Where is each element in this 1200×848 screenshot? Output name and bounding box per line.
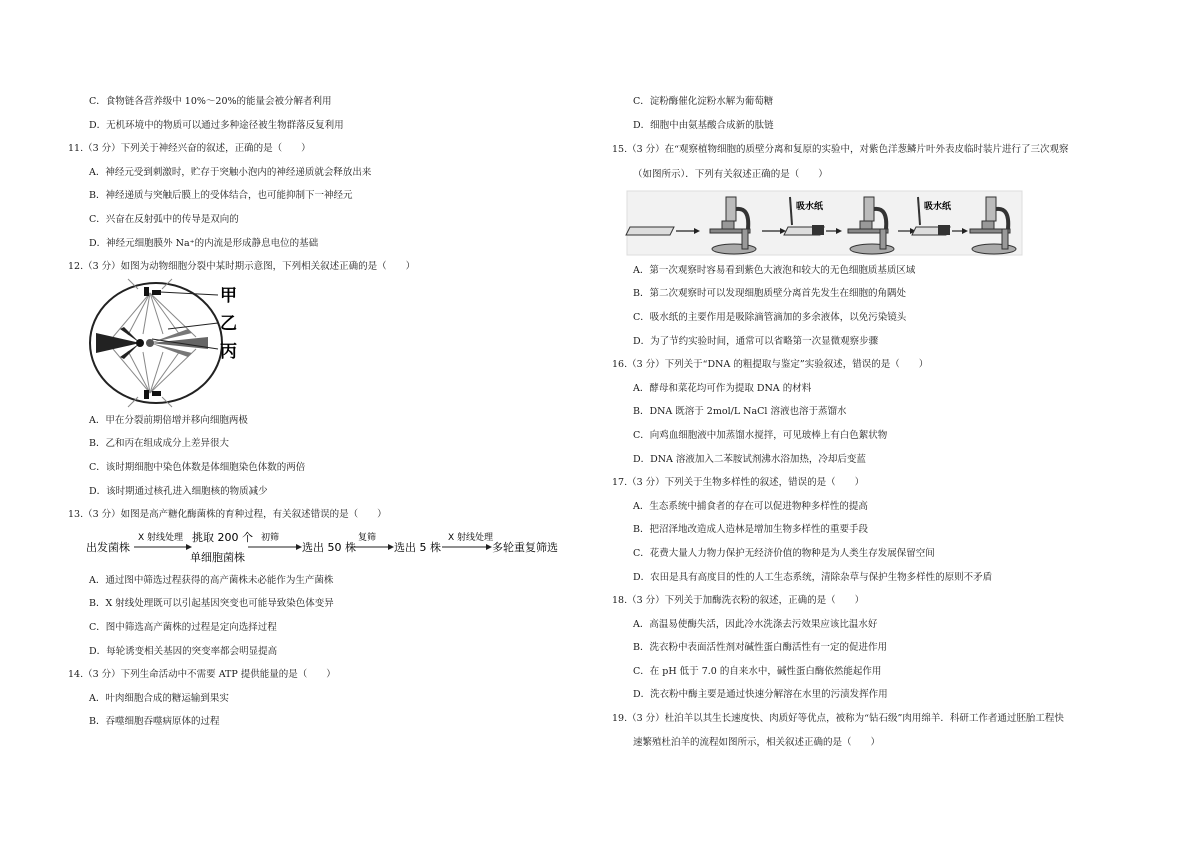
question-11-stem: 11.（3 分）下列关于神经兴奋的叙述，正确的是（ ） xyxy=(68,143,311,155)
right-column xyxy=(612,90,1132,754)
pointer-yi xyxy=(168,323,218,329)
glass-slide xyxy=(626,227,674,235)
q12-option-a: A．甲在分裂前期倍增并移向细胞两极 xyxy=(89,414,248,426)
microscope-diagram xyxy=(612,187,1022,259)
q16-option-c: C．向鸡血细胞液中加蒸馏水搅拌，可见玻棒上有白色絮状物 xyxy=(633,429,888,441)
centriole-top-b xyxy=(152,290,161,295)
option-d-q10: D．无机环境中的物质可以通过多种途径被生物群落反复利用 xyxy=(89,119,344,131)
q12-option-b: B．乙和丙在组成成分上差异很大 xyxy=(89,438,229,450)
question-19-stem-cont: 速繁殖杜泊羊的流程如图所示，相关叙述正确的是（ ） xyxy=(633,736,881,748)
flow-arrow1-label: X 射线处理 xyxy=(138,532,184,543)
q17-option-a: A．生态系统中捕食者的存在可以促进物种多样性的提高 xyxy=(633,500,868,512)
left-column xyxy=(68,90,578,734)
question-15-stem-cont: （如图所示）．下列有关叙述正确的是（ ） xyxy=(633,169,828,181)
flow-arrow2-label: 初筛 xyxy=(261,532,280,543)
question-17-stem: 17.（3 分）下列关于生物多样性的叙述，错误的是（ ） xyxy=(612,477,865,489)
q13-option-a: A．通过图中筛选过程获得的高产菌株未必能作为生产菌株 xyxy=(89,574,334,586)
microscope-figure xyxy=(612,187,1132,259)
label-jia: 甲 xyxy=(220,285,237,306)
question-15-stem: 15.（3 分）在“观察植物细胞的质壁分离和复原的实验中，对紫色洋葱鳞片叶外表皮临时装片进行了三次观察 xyxy=(612,144,1069,156)
question-14-stem: 14.（3 分）下列生命活动中不需要 ATP 提供能量的是（ ） xyxy=(68,669,336,681)
centriole-top-a xyxy=(144,287,149,296)
label-absorbent-paper-2: 吸水纸 xyxy=(924,201,952,212)
q13-option-b: B．X 射线处理既可以引起基因突变也可能导致染色体变异 xyxy=(89,598,334,610)
q18-option-c: C．在 pH 低于 7.0 的自来水中，碱性蛋白酶依然能起作用 xyxy=(633,665,882,677)
flow-start: 出发菌株 xyxy=(86,540,130,554)
cell-division-diagram xyxy=(68,279,268,409)
label-yi: 乙 xyxy=(220,313,237,334)
question-12-stem: 12.（3 分）如图为动物细胞分裂中某时期示意图，下列相关叙述正确的是（ ） xyxy=(68,261,416,273)
q16-option-d: D．DNA 溶液加入二苯胺试剂沸水浴加热，冷却后变蓝 xyxy=(633,453,866,465)
flow-arrow4-label: X 射线处理 xyxy=(448,532,494,543)
option-c-q10: C．食物链各营养级中 10%～20%的能量会被分解者利用 xyxy=(89,96,332,107)
pointer-jia xyxy=(160,292,218,295)
q17-option-b: B．把沼泽地改造成人造林是增加生物多样性的重要手段 xyxy=(633,524,868,536)
q12-option-c: C．该时期细胞中染色体数是体细胞染色体数的两倍 xyxy=(89,461,306,473)
q13-option-c: C．图中筛选高产菌株的过程是定向选择过程 xyxy=(89,621,277,633)
label-absorbent-paper-1: 吸水纸 xyxy=(796,201,824,212)
q16-option-b: B．DNA 既溶于 2mol/L NaCl 溶液也溶于蒸馏水 xyxy=(633,406,847,418)
q15-option-c: C．吸水纸的主要作用是吸除滴管滴加的多余液体，以免污染镜头 xyxy=(633,311,907,323)
q14-option-b: B．吞噬细胞吞噬病原体的过程 xyxy=(89,716,220,728)
option-d-q14: D．细胞中由氨基酸合成新的肽链 xyxy=(633,119,774,131)
q14-option-a: A．叶肉细胞合成的糖运输到果实 xyxy=(89,692,229,704)
flow-arrow3-label: 复筛 xyxy=(358,532,377,543)
q18-option-b: B．洗衣粉中表面活性剂对碱性蛋白酶活性有一定的促进作用 xyxy=(633,642,887,654)
absorbent-paper-2 xyxy=(938,225,950,235)
q15-option-d: D．为了节约实验时间，通常可以省略第一次显微观察步骤 xyxy=(633,335,879,347)
centriole-bottom-a xyxy=(144,390,149,399)
q17-option-c: C．花费大量人力物力保护无经济价值的物种是为人类生存发展保留空间 xyxy=(633,547,935,559)
chromosome-dark xyxy=(96,327,144,359)
q11-option-d: D．神经元细胞膜外 Na⁺的内流是形成静息电位的基础 xyxy=(89,237,319,249)
q17-option-d: D．农田是具有高度目的性的人工生态系统，清除杂草与保护生物多样性的原则不矛盾 xyxy=(633,571,993,583)
question-18-stem: 18.（3 分）下列关于加酶洗衣粉的叙述，正确的是（ ） xyxy=(612,595,865,607)
q18-option-d: D．洗衣粉中酶主要是通过快速分解溶在水里的污渍发挥作用 xyxy=(633,689,888,701)
breeding-flow-figure xyxy=(68,527,578,569)
flow-step5: 多轮重复筛选 xyxy=(492,540,558,554)
question-16-stem: 16.（3 分）下列关于“DNA 的粗提取与鉴定”实验叙述，错误的是（ ） xyxy=(612,359,929,371)
option-c-q14: C．淀粉酶催化淀粉水解为葡萄糖 xyxy=(633,96,774,107)
breeding-flowchart xyxy=(68,527,558,569)
q18-option-a: A．高温易使酶失活，因此冷水洗涤去污效果应该比温水好 xyxy=(633,618,878,630)
q15-option-b: B．第二次观察时可以发现细胞质壁分离首先发生在细胞的角隅处 xyxy=(633,288,906,300)
figure-background xyxy=(627,191,1022,255)
flow-step3: 选出 50 株 xyxy=(302,540,356,554)
q13-option-d: D．每轮诱变相关基因的突变率都会明显提高 xyxy=(89,645,278,657)
question-19-stem: 19.（3 分）杜泊羊以其生长速度快、肉质好等优点，被称为“钻石级”肉用绵羊．科研工作者通过胚胎工程快 xyxy=(612,713,1064,725)
q12-option-d: D．该时期通过核孔进入细胞核的物质减少 xyxy=(89,485,268,497)
label-bing: 丙 xyxy=(220,341,237,362)
q11-option-c: C．兴奋在反射弧中的传导是双向的 xyxy=(89,213,239,225)
flow-step2a: 挑取 200 个 xyxy=(192,530,253,544)
q16-option-a: A．酵母和菜花均可作为提取 DNA 的材料 xyxy=(633,382,812,394)
cell-division-figure xyxy=(68,279,578,409)
q11-option-b: B．神经递质与突触后膜上的受体结合，也可能抑制下一神经元 xyxy=(89,190,353,202)
flow-step2b: 单细胞菌株 xyxy=(190,550,245,564)
absorbent-paper-1 xyxy=(812,225,824,235)
q11-option-a: A．神经元受到刺激时，贮存于突触小泡内的神经递质就会释放出来 xyxy=(89,166,372,178)
q15-option-a: A．第一次观察时容易看到紫色大液泡和较大的无色细胞质基质区域 xyxy=(633,264,916,276)
question-13-stem: 13.（3 分）如图是高产糖化酶菌株的育种过程，有关叙述错误的是（ ） xyxy=(68,509,387,521)
flow-step4: 选出 5 株 xyxy=(394,540,441,554)
centriole-bottom-b xyxy=(152,391,161,396)
